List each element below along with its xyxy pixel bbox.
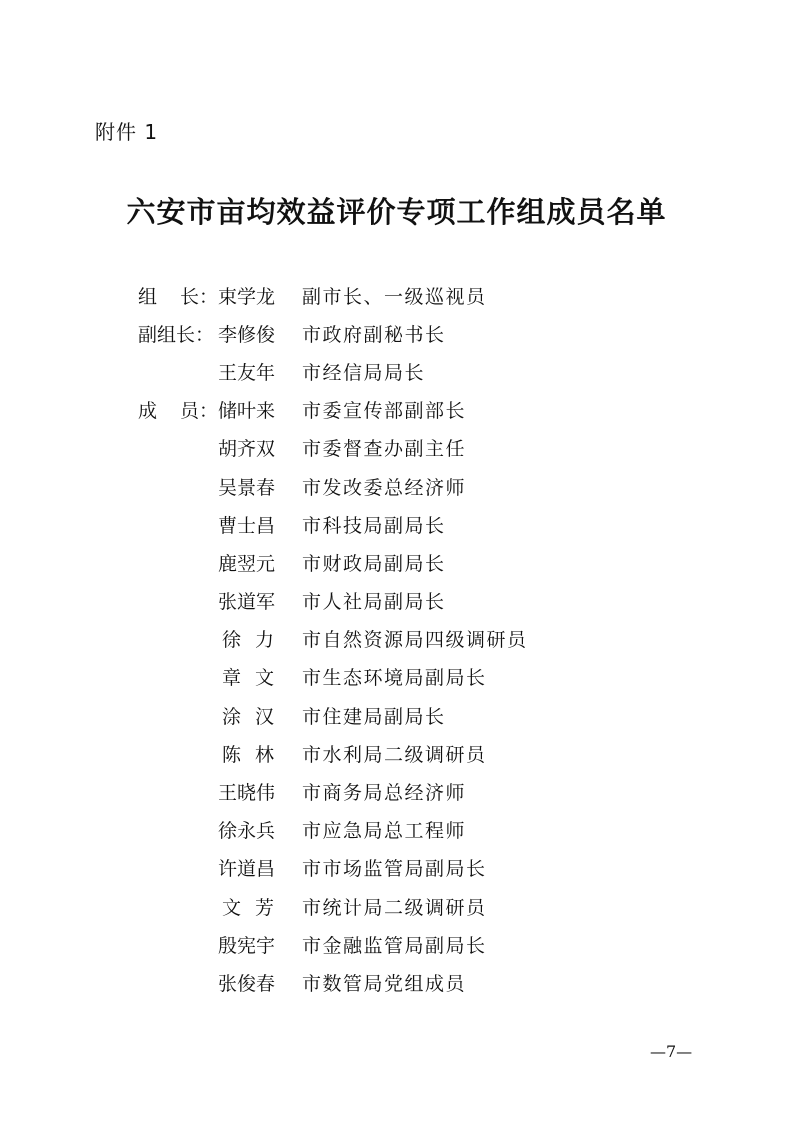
member-row (138, 505, 698, 543)
member-name-char: 芳 (254, 896, 274, 919)
member-post: 市数管局党组成员 (302, 972, 467, 995)
member-post: 市政府副秘书长 (302, 323, 446, 346)
member-name: 王晓伟 (218, 782, 276, 805)
member-post: 市科技局副局长 (302, 514, 446, 537)
member-name (218, 702, 278, 729)
member-name: 李修俊 (218, 323, 276, 346)
member-row (138, 352, 698, 390)
member-name-char: 文 (254, 667, 274, 690)
member-post: 市应急局总工程师 (302, 820, 467, 843)
member-role (138, 320, 218, 347)
member-row (138, 391, 698, 429)
member-row (138, 925, 698, 963)
member-name: 王友年 (218, 361, 276, 384)
member-row (138, 620, 698, 658)
member-row (138, 314, 698, 352)
member-name-char: 陈 (222, 743, 242, 766)
member-post: 市委督查办副主任 (302, 438, 467, 461)
member-role-part: 成 (138, 400, 158, 423)
member-post: 市水利局二级调研员 (302, 743, 487, 766)
member-post: 市发改委总经济师 (302, 476, 467, 499)
document-title: 六安市亩均效益评价专项工作组成员名单 (126, 195, 667, 229)
member-post: 市金融监管局副局长 (302, 934, 487, 957)
member-name-char: 章 (222, 667, 242, 690)
member-row (138, 772, 698, 810)
member-name-char: 力 (254, 629, 274, 652)
member-post: 市生态环境局副局长 (302, 667, 487, 690)
member-post: 市人社局副局长 (302, 591, 446, 614)
member-post: 市委宣传部副部长 (302, 400, 467, 423)
member-post: 副市长、一级巡视员 (302, 285, 487, 308)
member-post: 市商务局总经济师 (302, 782, 467, 805)
attachment-label: 附件 1 (95, 120, 159, 144)
member-role (138, 282, 218, 309)
member-name: 张道军 (218, 591, 276, 614)
member-list (138, 276, 698, 1002)
member-role-part: 员： (179, 400, 218, 423)
member-post: 市自然资源局四级调研员 (302, 629, 528, 652)
member-row (138, 543, 698, 581)
member-row (138, 849, 698, 887)
member-name-char: 徐 (222, 629, 242, 652)
member-name: 鹿翌元 (218, 552, 276, 575)
member-row (138, 696, 698, 734)
member-name-char: 文 (222, 896, 242, 919)
member-name (218, 663, 278, 690)
member-role-part: 长： (179, 285, 218, 308)
member-post: 市住建局副局长 (302, 705, 446, 728)
member-post: 市市场监管局副局长 (302, 858, 487, 881)
member-row (138, 276, 698, 314)
member-name-char: 林 (254, 743, 274, 766)
member-name: 曹士昌 (218, 514, 276, 537)
member-row (138, 887, 698, 925)
member-role-part: 组 (138, 285, 158, 308)
member-name: 吴景春 (218, 476, 276, 499)
member-name (218, 740, 278, 767)
member-row (138, 658, 698, 696)
member-name-char: 汉 (254, 705, 274, 728)
member-name (218, 625, 278, 652)
member-row (138, 811, 698, 849)
member-role (138, 396, 218, 423)
member-name: 徐永兵 (218, 820, 276, 843)
member-post: 市统计局二级调研员 (302, 896, 487, 919)
member-row (138, 734, 698, 772)
member-post: 市财政局副局长 (302, 552, 446, 575)
member-name: 束学龙 (218, 285, 276, 308)
member-name: 储叶来 (218, 400, 276, 423)
member-name: 胡齐双 (218, 438, 276, 461)
member-post: 市经信局局长 (302, 361, 426, 384)
member-row (138, 467, 698, 505)
page-number: —7— (650, 1042, 693, 1061)
member-name: 张俊春 (218, 972, 276, 995)
member-name: 殷宪宇 (218, 934, 276, 957)
member-row (138, 582, 698, 620)
member-row (138, 963, 698, 1001)
member-name-char: 涂 (222, 705, 242, 728)
member-role-part: 副组长： (138, 323, 215, 346)
member-name (218, 893, 278, 920)
member-name: 许道昌 (218, 858, 276, 881)
member-row (138, 429, 698, 467)
